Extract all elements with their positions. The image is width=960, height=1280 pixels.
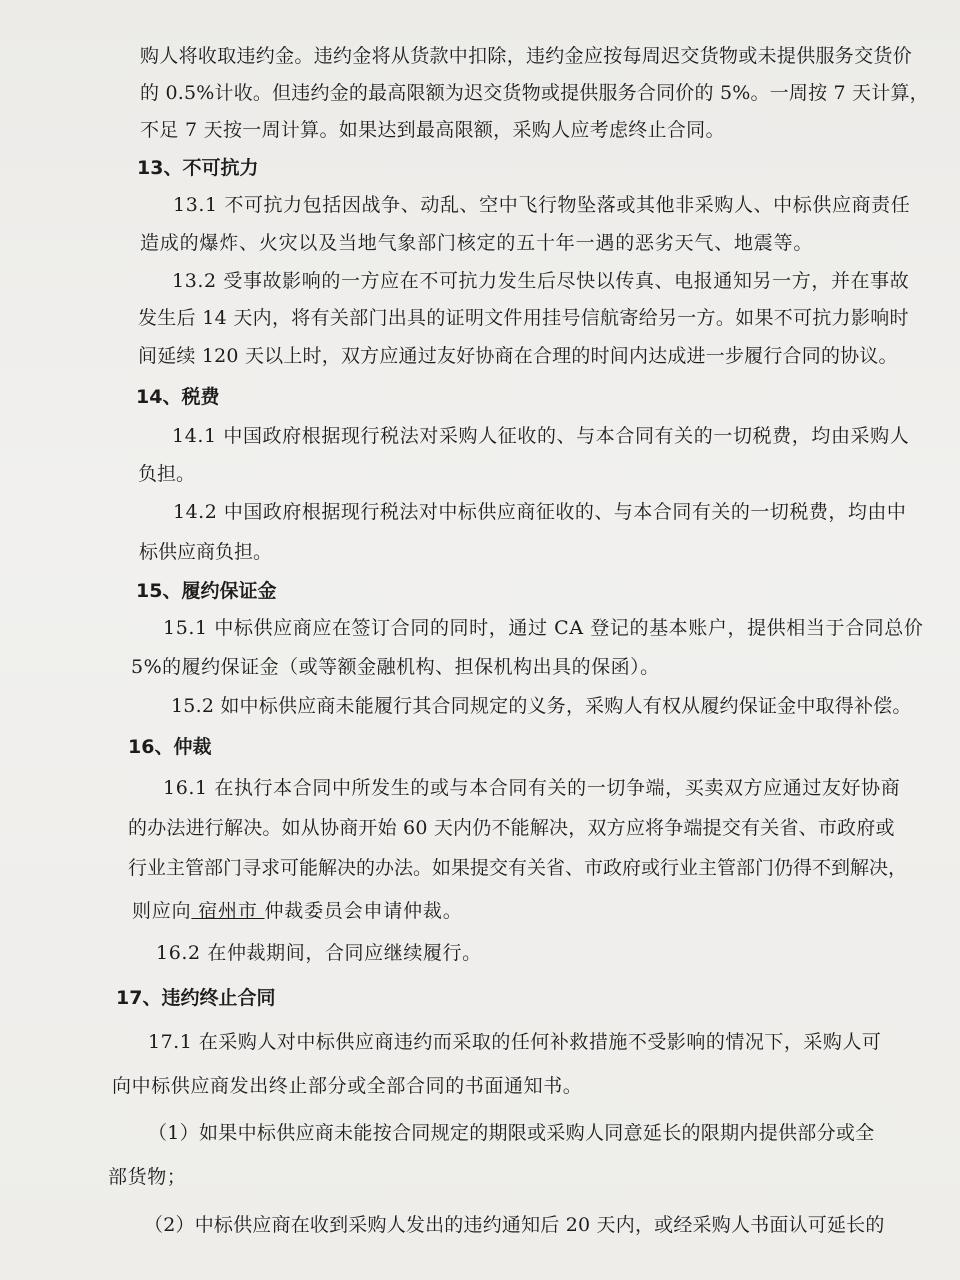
paragraph-line: 15.2 如中标供应商未能履行其合同规定的义务，采购人有权从履约保证金中取得补偿。	[171, 695, 912, 717]
paragraph-line: 14.2 中国政府根据现行税法对中标供应商征收的、与本合同有关的一切税费，均由中	[173, 501, 907, 523]
paragraph-line: 13.1 不可抗力包括因战争、动乱、空中飞行物坠落或其他非采购人、中标供应商责任	[173, 194, 911, 216]
paragraph-line: 造成的爆炸、火灾以及当地气象部门核定的五十年一遇的恶劣天气、地震等。	[140, 232, 814, 254]
section-heading-16: 16、仲裁	[128, 736, 212, 758]
arbitration-suffix: 仲裁委员会申请仲裁。	[264, 900, 463, 922]
paragraph-line: 不足 7 天按一周计算。如果达到最高限额，采购人应考虑终止合同。	[140, 119, 725, 141]
paragraph-line: 标供应商负担。	[139, 541, 273, 563]
paragraph-line: 的办法进行解决。如从协商开始 60 天内仍不能解决，双方应将争端提交有关省、市政府或	[128, 817, 895, 839]
paragraph-line: 5%的履约保证金（或等额金融机构、担保机构出具的保函）。	[131, 656, 660, 678]
paragraph-line: 14.1 中国政府根据现行税法对采购人征收的、与本合同有关的一切税费，均由采购人	[172, 425, 910, 447]
paragraph-line: （1）如果中标供应商未能按合同规定的期限或采购人同意延长的限期内提供部分或全	[148, 1122, 875, 1144]
paragraph-line: 间延续 120 天以上时，双方应通过友好协商在合理的时间内达成进一步履行合同的协议。	[138, 345, 898, 367]
paragraph-line: 购人将收取违约金。违约金将从货款中扣除，违约金应按每周迟交货物或未提供服务交货价	[140, 45, 913, 67]
section-heading-14: 14、税费	[136, 386, 220, 408]
paragraph-line: 17.1 在采购人对中标供应商违约而采取的任何补救措施不受影响的情况下，采购人可	[148, 1031, 882, 1053]
paragraph-line: 负担。	[138, 463, 196, 485]
paragraph-line: 13.2 受事故影响的一方应在不可抗力发生后尽快以传真、电报通知另一方，并在事故	[172, 270, 910, 292]
section-heading-15: 15、履约保证金	[136, 580, 277, 602]
paragraph-line: 向中标供应商发出终止部分或全部合同的书面通知书。	[112, 1075, 583, 1097]
paragraph-line: 发生后 14 天内，将有关部门出具的证明文件用挂号信航寄给另一方。如果不可抗力影响时	[138, 307, 909, 329]
section-heading-17: 17、违约终止合同	[116, 987, 276, 1009]
arbitration-city: 宿州市	[191, 900, 265, 922]
paragraph-line: 16.1 在执行本合同中所发生的或与本合同有关的一切争端，买卖双方应通过友好协商	[163, 777, 901, 799]
section-heading-13: 13、不可抗力	[137, 157, 259, 179]
paragraph-line: 16.2 在仲裁期间，合同应继续履行。	[156, 942, 482, 964]
paragraph-line: （2）中标供应商在收到采购人发出的违约通知后 20 天内，或经采购人书面认可延长的	[144, 1214, 885, 1236]
arbitration-prefix: 则应向	[132, 900, 192, 922]
paragraph-line: 行业主管部门寻求可能解决的办法。如果提交有关省、市政府或行业主管部门仍得不到解决，	[128, 857, 908, 879]
paragraph-line: 的 0.5%计收。但违约金的最高限额为迟交货物或提供服务合同价的 5%。一周按 7 天计算，	[140, 82, 929, 104]
paragraph-line: 15.1 中标供应商应在签订合同的同时，通过 CA 登记的基本账户，提供相当于合同总价	[163, 617, 924, 639]
paragraph-line: 部货物；	[108, 1166, 187, 1188]
paragraph-line	[132, 899, 463, 923]
